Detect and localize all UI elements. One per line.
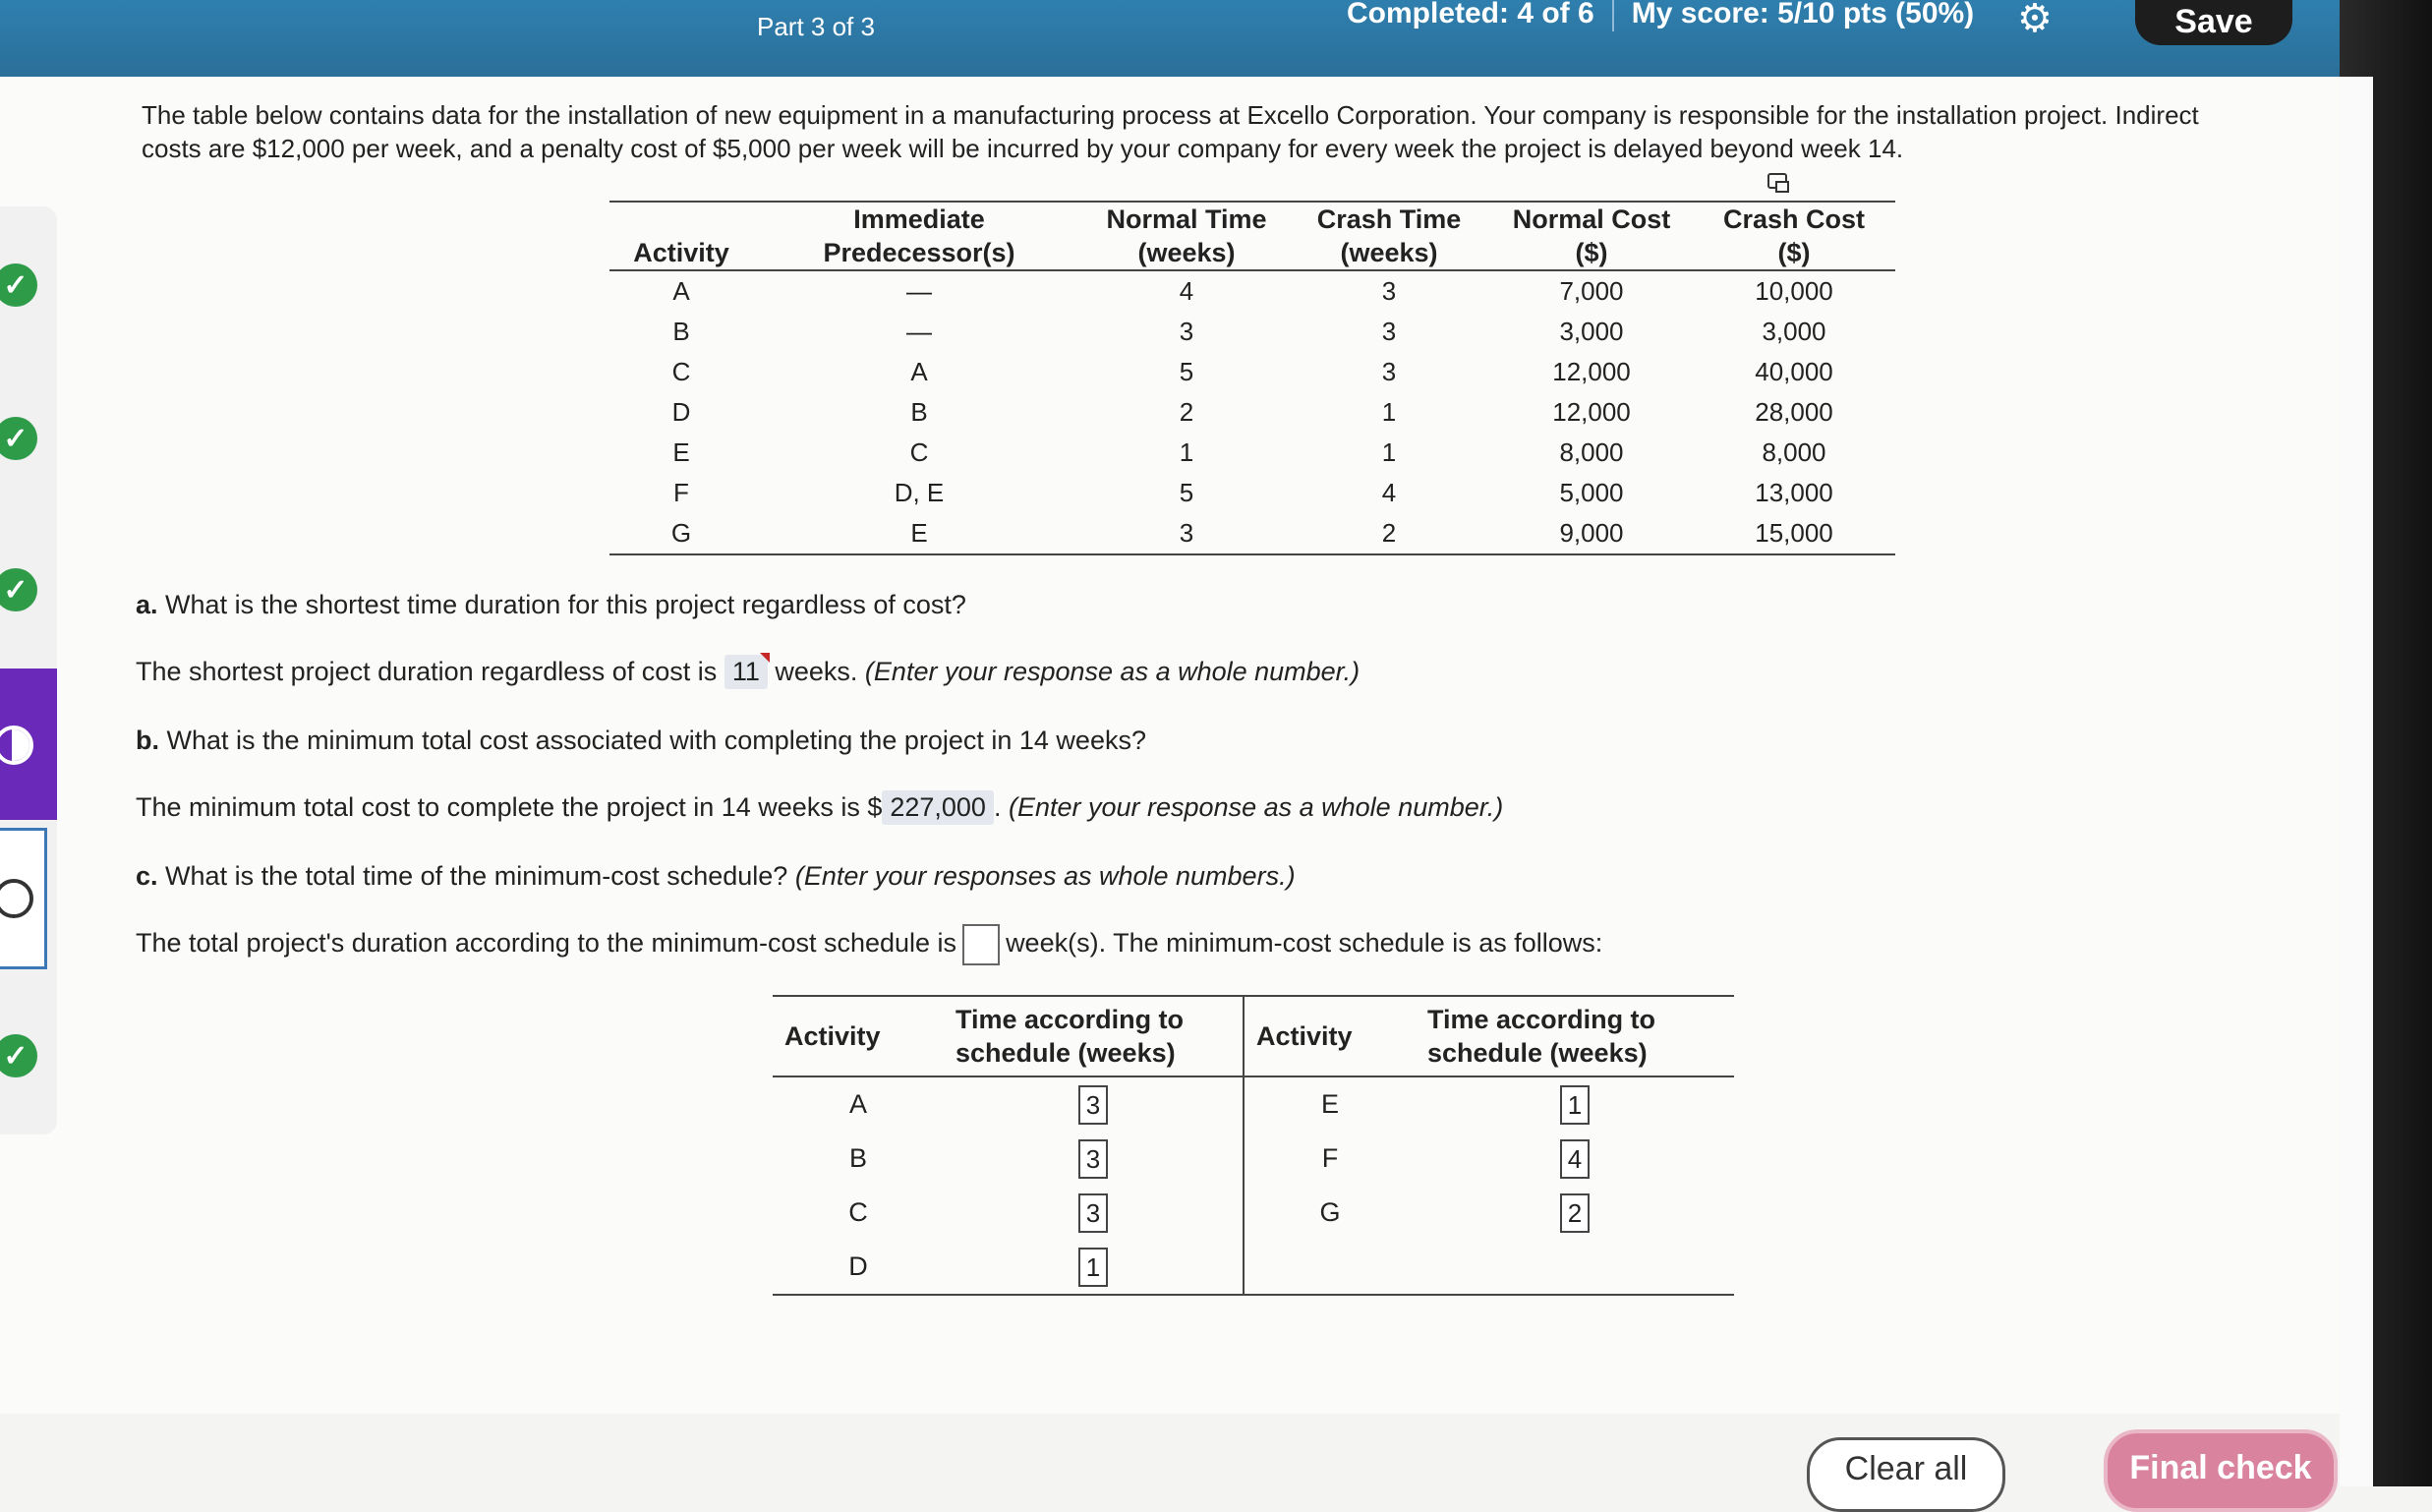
- expand-table-icon[interactable]: [1767, 173, 1787, 189]
- schedule-table: [773, 995, 1734, 1296]
- final-check-button[interactable]: Final check: [2104, 1429, 2338, 1512]
- table-row: C A 5 3 12,000 40,000: [671, 357, 1833, 386]
- schedule-input-e[interactable]: 1: [1560, 1085, 1590, 1125]
- schedule-input-a[interactable]: 3: [1078, 1085, 1108, 1125]
- sched-col-activity: Activity: [1244, 996, 1416, 1076]
- table-row: C 3 G 2: [773, 1186, 1734, 1240]
- table-row: A — 4 3 7,000 10,000: [672, 276, 1833, 306]
- save-button[interactable]: Save: [2135, 0, 2292, 45]
- status-divider: [1612, 0, 1614, 31]
- panel-right-edge: [2340, 77, 2373, 1486]
- flag-icon: [760, 653, 770, 663]
- partial-progress-icon: [0, 726, 33, 765]
- question-complete-check-icon[interactable]: ✓: [0, 1034, 37, 1077]
- table-row: D B 2 1 12,000 28,000: [671, 397, 1833, 427]
- part-indicator: Part 3 of 3: [757, 12, 875, 41]
- table-row: B 3 F 4: [773, 1132, 1734, 1186]
- schedule-input-f[interactable]: 4: [1560, 1139, 1590, 1179]
- col-activity: Activity: [609, 202, 753, 270]
- table-row: G E 3 2 9,000 15,000: [609, 513, 1895, 554]
- question-b: b. What is the minimum total cost associated with completing the project in 14 weeks?: [136, 726, 1146, 755]
- top-bar: [0, 0, 2340, 77]
- sched-col-activity: Activity: [773, 996, 944, 1076]
- table-row: F D, E 5 4 5,000 13,000: [673, 478, 1833, 507]
- col-normal-time: Normal Time (weeks): [1085, 202, 1288, 270]
- total-duration-input[interactable]: [962, 924, 1000, 965]
- schedule-input-g[interactable]: 2: [1560, 1193, 1590, 1233]
- clear-all-button[interactable]: Clear all: [1807, 1437, 2005, 1512]
- schedule-input-c[interactable]: 3: [1078, 1193, 1108, 1233]
- problem-statement: The table below contains data for the installation of new equipment in a manufacturing process at Excello Corporation. Your company is responsible for the installation project. Indirect costs are $12,000 per week, and a penalty cost of $5,000 per week will be incurred by your company for every week the project is delayed beyond week 14.: [142, 100, 2199, 163]
- min-cost-input[interactable]: 227,000: [882, 790, 994, 825]
- col-predecessors: Immediate Predecessor(s): [753, 202, 1085, 270]
- schedule-input-b[interactable]: 3: [1078, 1139, 1108, 1179]
- question-complete-check-icon[interactable]: ✓: [0, 417, 37, 460]
- question-complete-check-icon[interactable]: ✓: [0, 568, 37, 611]
- answer-a-line: The shortest project duration regardless of cost is 11 weeks. (Enter your response as a whole number.): [136, 655, 1360, 689]
- gear-icon[interactable]: ⚙: [2017, 0, 2053, 40]
- col-normal-cost: Normal Cost ($): [1490, 202, 1693, 270]
- table-row: B — 3 3 3,000 3,000: [672, 317, 1826, 346]
- question-a: a. What is the shortest time duration for this project regardless of cost?: [136, 590, 966, 619]
- my-score: My score: 5/10 pts (50%): [1631, 0, 1975, 29]
- question-complete-check-icon[interactable]: ✓: [0, 263, 37, 307]
- partial-progress-icon: [0, 879, 33, 918]
- table-row: D 1: [773, 1240, 1734, 1295]
- col-crash-time: Crash Time (weeks): [1288, 202, 1490, 270]
- progress-status: [1347, 0, 1974, 31]
- activity-data-table: [609, 201, 1895, 555]
- col-crash-cost: Crash Cost ($): [1693, 202, 1895, 270]
- answer-c-line: The total project's duration according to the minimum-cost schedule is week(s). The minimum-cost schedule is as follows:: [136, 924, 1602, 965]
- table-row: E C 1 1 8,000 8,000: [672, 437, 1826, 467]
- answer-b-line: The minimum total cost to complete the project in 14 weeks is $ 227,000 . (Enter your response as a whole number.): [136, 790, 1503, 825]
- table-row: A 3 E 1: [773, 1076, 1734, 1132]
- schedule-input-d[interactable]: 1: [1078, 1248, 1108, 1287]
- completed-count: Completed: 4 of 6: [1347, 0, 1594, 29]
- question-c: c. What is the total time of the minimum-cost schedule? (Enter your responses as whole numbers.): [136, 861, 1296, 891]
- shortest-duration-input[interactable]: 11: [724, 655, 768, 689]
- sched-col-time: Time according to schedule (weeks): [1416, 996, 1734, 1076]
- sched-col-time: Time according to schedule (weeks): [944, 996, 1244, 1076]
